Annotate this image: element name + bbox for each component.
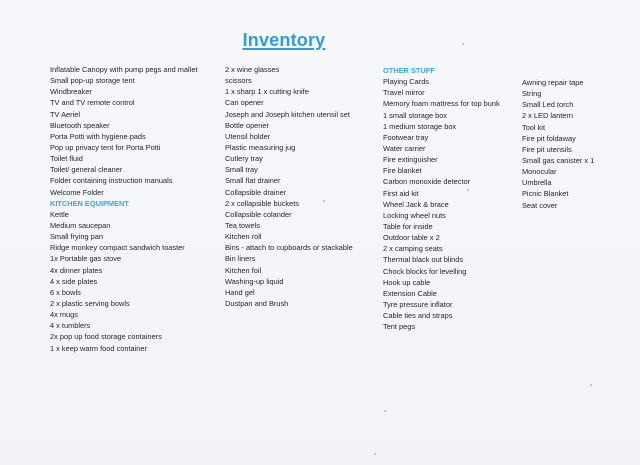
section-heading: OTHER STUFF [383, 66, 435, 75]
scan-speck [467, 189, 469, 191]
inventory-item: scissors [225, 76, 252, 86]
inventory-item: First aid kit [383, 188, 419, 198]
inventory-item: Medium saucepan [50, 220, 111, 230]
inventory-item: Kitchen roll [225, 232, 262, 242]
inventory-item: Playing Cards [383, 77, 430, 87]
inventory-item: 2x pop up food storage containers [50, 332, 162, 342]
inventory-item: Outdoor table x 2 [383, 233, 440, 243]
inventory-item: Small pop-up storage tent [50, 76, 135, 86]
inventory-item: Bin liners [225, 254, 256, 264]
inventory-item: Dustpan and Brush [225, 298, 289, 308]
inventory-item: Tyre pressure inflator [383, 299, 453, 309]
inventory-item: Toilet/ general cleaner [50, 165, 123, 175]
inventory-item: Locking wheel nuts [383, 210, 446, 220]
inventory-item: Fire blanket [383, 166, 422, 176]
inventory-item: Bottle opener [225, 120, 269, 130]
inventory-item: Thermal black out blinds [383, 255, 464, 265]
inventory-item: Small gas canister x 1 [522, 155, 595, 165]
inventory-item: 1 x keep warm food container [50, 343, 147, 353]
inventory-item: 1 x sharp 1 x cutting knife [225, 87, 309, 97]
inventory-item: Ridge monkey compact sandwich toaster [50, 243, 185, 253]
scan-speck [462, 43, 464, 45]
inventory-item: Travel mirror [383, 88, 425, 98]
section-heading: KITCHEN EQUIPMENT [50, 198, 129, 208]
inventory-item: Small tray [225, 165, 258, 175]
inventory-item: Washing-up liquid [225, 276, 284, 286]
inventory-item: Porta Potti with hygiene pads [50, 131, 146, 141]
inventory-item: Fire extinguisher [383, 155, 438, 165]
inventory-item: Extension Cable [383, 288, 437, 298]
inventory-item: 1x Portable gas stove [50, 254, 122, 264]
inventory-item: Inflatable Canopy with pump pegs and mallet [50, 65, 198, 74]
inventory-item: String [522, 89, 542, 99]
inventory-item: Bluetooth speaker [50, 120, 110, 130]
inventory-item: Umbrella [522, 178, 552, 188]
inventory-item: Awning repair tape [522, 78, 584, 87]
inventory-item: Small flat drainer [225, 176, 281, 186]
inventory-item: 6 x bowls [50, 287, 81, 297]
inventory-item: Toilet fluid [50, 154, 83, 164]
scan-speck [374, 453, 376, 455]
inventory-item: Tent pegs [383, 322, 416, 332]
inventory-item: Cutlery tray [225, 154, 263, 164]
inventory-item: 2 x LED lantern [522, 111, 573, 121]
inventory-item: Welcome Folder [50, 187, 104, 197]
inventory-item: Collapsible drainer [225, 187, 287, 197]
inventory-item: Table for inside [383, 221, 433, 231]
inventory-item: Can opener [225, 98, 264, 108]
inventory-column-2 [225, 64, 353, 309]
inventory-item: Small Led torch [522, 100, 574, 110]
inventory-item: Bins - attach to cupboards or stackable [225, 243, 353, 253]
inventory-item: Water carrier [383, 143, 426, 153]
page-title: Inventory [242, 30, 326, 50]
inventory-item: Joseph and Joseph kitchen utensil set [225, 109, 350, 119]
inventory-item: Plastic measuring jug [225, 142, 296, 152]
inventory-item: Kitchen foil [225, 265, 262, 275]
inventory-item: Fire pit foldaway [522, 133, 576, 143]
inventory-column-4 [522, 77, 594, 211]
inventory-item: 1 small storage box [383, 110, 448, 120]
inventory-item: TV Aeriel [50, 109, 80, 119]
inventory-item: 2 x collapsible buckets [225, 198, 299, 208]
scan-speck [384, 410, 386, 412]
inventory-item: Memory foam mattress for top bunk [383, 99, 500, 109]
inventory-item: 2 x wine glasses [225, 65, 280, 74]
inventory-column-3 [383, 65, 500, 332]
inventory-item: 2 x camping seats [383, 244, 443, 254]
inventory-item: Footwear tray [383, 132, 429, 142]
inventory-item: 4 x side plates [50, 276, 98, 286]
inventory-item: Cable ties and straps [383, 311, 453, 321]
scan-speck [323, 200, 325, 202]
inventory-item: Carbon monoxide detector [383, 177, 471, 187]
inventory-item: Windbreaker [50, 87, 92, 97]
inventory-item: Collapsible colander [225, 209, 292, 219]
inventory-item: Hand gel [225, 287, 255, 297]
inventory-column-1 [50, 64, 198, 354]
inventory-item: 2 x plastic serving bowls [50, 298, 130, 308]
inventory-item: Monocular [522, 167, 557, 177]
scan-speck [590, 384, 592, 386]
inventory-item: 4x mugs [50, 310, 78, 320]
inventory-item: 4x dinner plates [50, 265, 103, 275]
inventory-item: TV and TV remote control [50, 98, 135, 108]
inventory-item: Seat cover [522, 200, 558, 210]
inventory-item: Small frying pan [50, 232, 103, 242]
inventory-item: Folder containing instruction manuals [50, 176, 173, 186]
inventory-item: Chock blocks for levelling [383, 266, 467, 276]
inventory-item: Utensil holder [225, 131, 271, 141]
inventory-item: 4 x tumblers [50, 321, 91, 331]
inventory-item: Kettle [50, 209, 69, 219]
inventory-item: Tool kit [522, 122, 546, 132]
inventory-item: Tea towels [225, 220, 260, 230]
inventory-item: Wheel Jack & brace [383, 199, 449, 209]
inventory-item: Hook up cable [383, 277, 431, 287]
inventory-item: 1 medium storage box [383, 121, 457, 131]
inventory-item: Pop up privacy tent for Porta Potti [50, 142, 161, 152]
inventory-item: Picnic Blanket [522, 189, 569, 199]
inventory-item: Fire pit utensils [522, 144, 572, 154]
